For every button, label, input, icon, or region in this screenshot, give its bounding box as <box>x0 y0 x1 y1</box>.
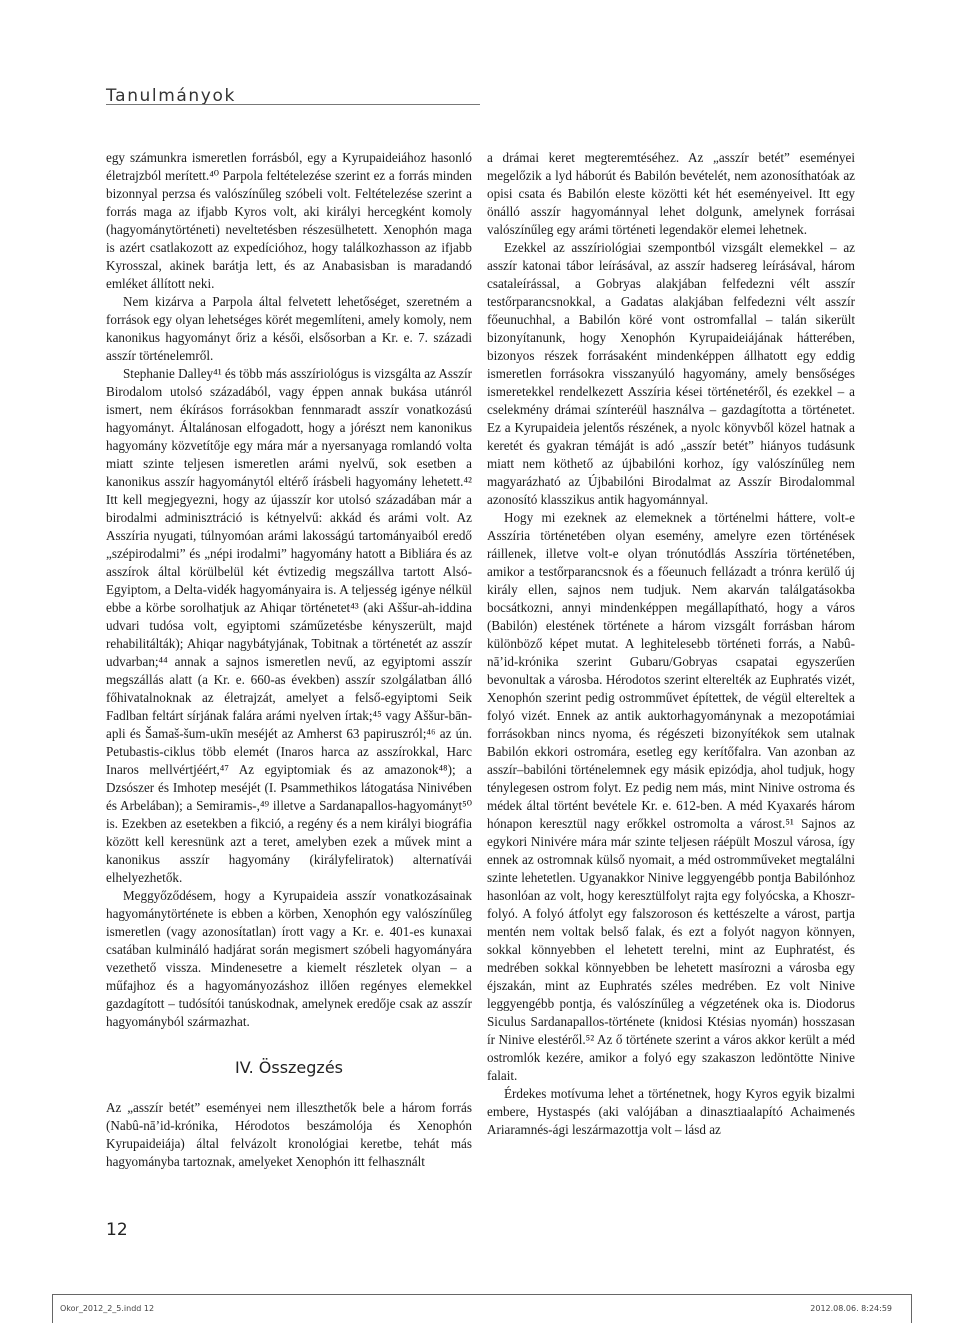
running-header-title: Tanulmányok <box>106 86 236 106</box>
print-timestamp: 2012.08.06. 8:24:59 <box>810 1304 892 1313</box>
body-paragraph: Meggyőződésem, hogy a Kyrupaideia asszír vonatkozásainak hagyománytörténete is ebben a körben, Xenophón egy valószínűleg ismeretlen (vagy azonosítatlan) írott vagy a Kr. e. 401-es kunaxai csatában kulmináló hadjárat során megismert szóbeli hagyományára vezethető vissza. Mindenesetre a kiemelt részletek olyan – a műfajhoz és a hagyományozáshoz illően regényes elemekkel gazdagított – tudósítói tanúskodnak, amelynek eredője csak az asszír hagyományból származhat. <box>106 888 472 1029</box>
body-paragraph: egy számunkra ismeretlen forrásból, egy a Kyrupaideiához hasonló életrajzból merített.⁴⁰ Parpola feltételezése szerint ez a forrás minden bizonnyal perzsa és valószínűleg szóbeli volt. Feltételezése szerint a forrás maga az ifjabb Kyros volt, aki királyi hercegként komoly (hagyománytörténeti) neveltetésben részesülhetett. Xenophón maga is azért csatlakozott az expedícióhoz, hogy találkozhasson az ifjabb Kyrosszal, akinek barátja lett, és az Anabasisban is maradandó emléket állított neki. <box>106 150 472 291</box>
crop-mark-right <box>911 1294 912 1323</box>
body-paragraph: a drámai keret megteremtéséhez. Az „asszír betét” eseményei megelőzik a lyd háborút és Babilón bevételét, nem azonosíthatóak az opisi csata és Babilón eleste közötti két hét eseményeivel. Itt egy önálló asszír hagyománnyal lehet dolgunk, amelynek forrásai valószínűleg egy arámi történeti legendakör elemei lehetnek. <box>487 150 855 237</box>
body-paragraph: Ezekkel az asszíriológiai szempontból vizsgált elemekkel – az asszír katonai tábor leírásával, az asszír hadsereg leírásával, három csataleírással, a Gobryas alakjában felfedezni vélt asszír testőrparancsnokkal, a Gadatas alakjában felfedezni vélt asszír főeunuchhal, a Babilón köré vont ostromfallal – talán sikerült bizonyítanunk, hogy Xenophón Kyrupaideiájának hátterében, bizonyos részek forrásaként mindenképpen állhatott egy eddig ismeretlen forrásokra visszanyúló hagyomány, amely bensőséges ismeretekkel rendelkezett Asszíria kései történetéről, és ezekkel – a cselekmény drámai színteréül használva – gazdagította a történetet. Ez a Kyrupaideia jelentős részének, a nyolc könyvből közel hatnak a keretét és gyakran témáját is adó „asszír betét” hiányos tudásunk miatt nem köthető az újbabilóni korhoz, így valószínűleg nem magyarázható az Újbabilóni Birodalmat az Asszír Birodalommal azonosító klasszikus antik hagyománnyal. <box>487 240 855 507</box>
crop-mark-left <box>52 1294 53 1323</box>
body-paragraph: Nem kizárva a Parpola által felvetett lehetőséget, szeretném a források egy olyan lehetséges körét megemlíteni, amely komoly, nem kanonikus hagyományt őriz a késői, elsősorban a Kr. e. 7. századi asszír történelemről. <box>106 294 472 363</box>
footer-slug-rule <box>52 1294 912 1295</box>
page-number: 12 <box>106 1220 128 1240</box>
right-text-column <box>487 149 855 1139</box>
body-paragraph: Hogy mi ezeknek az elemeknek a történelmi háttere, volt-e Asszíria történetében olyan esemény, amelyre ezen történések ráillenek, illetve volt-e olyan trónutódlás Asszíria történetében, amikor a testőrparancsnok és a főeunuch fellázadt a trónra kerülő új király ellen, sajnos nem tudjuk. Nem akarván találgatásokba bocsátkozni, annyi mindenképpen megállapítható, hogy a város (Babilón) elestének története a három vizsgált forrásban három különböző képet mutat. A leghitelesebb történeti forrás, a Nabû-nā’id-krónika szerint Gubaru/Gobryas csapatai egyszerűen bevonultak a városba. Hérodotos szerint elterelték az Euphratés vizét, Xenophón szerint pedig ostromművet építettek, de végül eltereltek a folyó vizét. Ennek az antik auktorhagyománynak a mezopotámiai forrásokban nincs nyoma, és régészeti bizonyítékok sem utalnak Babilón ekkori ostromára, esetleg egy kerítőfalra. Van azonban az asszír–babilóni történelemnek egy másik epizódja, ahol tudjuk, hogy ténylegesen ostrom folyt. Ez pedig nem más, mint Ninive ostroma és médek által történt bevétele Kr. e. 612-ben. A méd Kyaxarés három hónapon keresztül nagy erőkkel ostromolta a várost.⁵¹ Sajnos az egykori Ninivére mára már szinte teljesen ráépült Moszul városa, így ennek az ostromnak külső nyomait, a méd ostromműveket megtalálni szinte lehetetlen. Ugyanakkor Ninive leggyengébb pontja Babilónhoz hasonlóan az volt, hogy keresztülfolyt rajta egy folyócska, a Khoszr-folyó. A folyó átfolyt egy falszoroson és kettészelte a várost, partja mentén nem voltak belső falak, és ezt a folyót nagyon könnyen, sokkal könnyebben el lehetett terelni, mint az Euphratést, és medrében sokkal könnyebben be lehetett masírozni a városba egy éjszakán, mint az Euphratés széles medrében. Ez volt Ninive leggyengébb pontja, és valószínűleg a végzetének oka is. Diodorus Siculus Sardanapallos-története (knidosi Ktésias nyomán) hosszasan ír Ninive elestéről.⁵² Az ő története szerint a város akkor került a méd ostromlók kezére, amikor a folyó egy szakaszon ledöntötte Ninive falait. <box>487 510 855 1083</box>
section-heading: IV. Összegzés <box>234 1058 343 1077</box>
left-text-column <box>106 149 472 1171</box>
print-file-label: Okor_2012_2_5.indd 12 <box>60 1304 155 1313</box>
header-rule <box>106 104 480 105</box>
body-paragraph: Az „asszír betét” eseményei nem illeszthetők bele a három forrás (Nabû-nā’id-krónika, Hérodotos beszámolója és Xenophón Kyrupaideiája) által felvázolt kronológiai keretbe, tehát más hagyományba tartoznak, amelyeket Xenophón itt felhasznált <box>106 1100 472 1169</box>
body-paragraph: Érdekes motívuma lehet a történetnek, hogy Kyros egyik bizalmi embere, Hystaspés (aki valójában a dinasztiaalapító Achaimenés Ariaramnés-ági leszármazottja volt – lásd az <box>487 1086 855 1137</box>
body-paragraph: Stephanie Dalley⁴¹ és több más asszíriológus is vizsgálta az Asszír Birodalom utolsó századából, vagy éppen annak bukása utánról ismert, nem ékírásos forrásokban fennmaradt asszír vonatkozású hagyományt. Általánosan elfogadott, hogy a jórészt nem kanonikus hagyomány közvetítője egy mára már a nyersanyaga romlandó volta miatt szinte teljesen ismeretlen arámi nyelvű, sok esetben a kanonikus asszír hagyománytól eltérő írásbeli hagyomány lehetett.⁴² Itt kell megjegyezni, hogy az újasszír kor utolsó századában már a birodalmi adminisztráció is kétnyelvű: akkád és arámi volt. Az Asszíria nyugati, túlnyomóan arámi lakosságú tartományaiból eredő „szépirodalmi” és „népi irodalmi” hagyomány hatott a Bibliára és az asszírok által körülbelül két évtizedig megszállva tartott Alsó-Egyiptom, a Delta-vidék hagyományaira is. A teljesség igénye nélkül ebbe a körbe sorolhatjuk az Ahiqar történetet⁴³ (aki Aššur-ah-iddina udvari tudósa volt, egyiptomi száműzetésbe kényszerült, majd rehabilitálták); Ahiqar nagybátyjának, Tobitnak a történetét az asszír udvarban;⁴⁴ annak a sajnos ismeretlen nevű, az egyiptomi asszír megszállás alatt (a Kr. e. 660-as években) asszír szolgálatban álló főhivatalnoknak az életrajzát, amelyet a felső-egyiptomi Seik Fadlban feltárt sírjának falára arámi nyelven írtak;⁴⁵ vagy Aššur-bān-apli és Šamaš-šum-ukīn meséjét az Amherst 63 papiruszról;⁴⁶ az ún. Petubastis-ciklus több elemét (Inaros harca az asszírokkal, Harc Inaros mellvértjéért,⁴⁷ Az egyiptomiak és az amazonok⁴⁸); a Dzsószer és Imhotep meséjét (I. Psammethikos látogatása Ninivében és Arbelában); a Semiramis-,⁴⁹ illetve a Sardanapallos-hagyományt⁵⁰ is. Ezekben az esetekben a fikció, a regény és a nem királyi biográfia között kell keresnünk azt a teret, amelyben ezek a művek mint a kanonikus asszír hagyomány (királyfeliratok) alternatívái elhelyezhetők. <box>106 366 473 885</box>
